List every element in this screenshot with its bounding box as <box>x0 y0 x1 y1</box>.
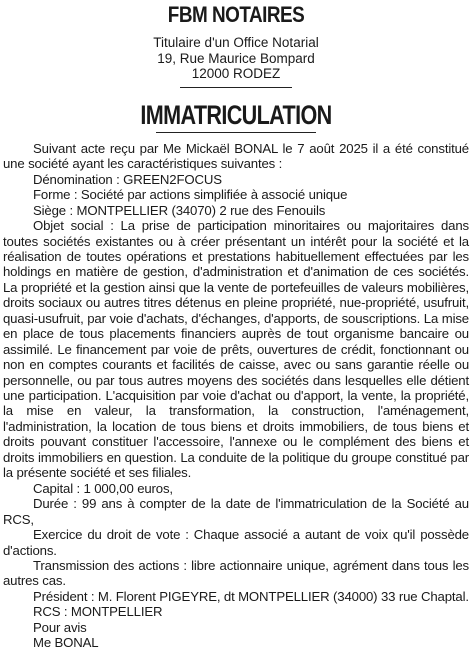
notice-body <box>3 141 469 651</box>
forme-line: Forme : Société par actions simplifiée à associé unique <box>33 187 348 203</box>
capital-line: Capital : 1 000,00 euros, <box>33 480 173 496</box>
rcs-line: RCS : MONTPELLIER <box>33 604 163 620</box>
notice-title: IMMATRICULATION <box>140 99 332 130</box>
firm-address <box>3 35 469 82</box>
objet-paragraph: Objet social : La prise de participation minoritaires ou majoritaires dans toutes sociétés existantes ou à créer présentant un intérêt pour la société et la réalisation de toutes opérations et prestations habituellement effectuées par les holdings en matière de gestion, d'administration et d'animation de ces sociétés. La propriété et la gestion ainsi que la vente de portefeuilles de valeurs mobilières, droits sociaux ou autres titres détenus en pleine propriété, nue-propriété, usufruit, quasi-usufruit, par voie d'achats, d'échanges, d'apports, de souscriptions. La mise en place de tous placements financiers auprès de tout organisme bancaire ou assimilé. Le financement par voie de prêts, ouvertures de crédit, fonctionnant ou non en comptes courants et facilités de caisse, avec ou sans garantie réelle ou personnelle, ou par tous autres moyens des sociétés dans lesquelles elle détient une participation. L'acquisition par voie d'achat ou d'apport, la vente, la propriété, la mise en valeur, la transformation, la construction, l'aménagement, l'administration, la location de tous biens et droits immobiliers, de tous biens et droits pouvant constituer l'accessoire, l'annexe ou le complément des biens et droits immobiliers en question. La conduite de la politique du groupe constitué par la présente société et ses filiales. <box>3 218 469 481</box>
notice-header <box>3 3 469 133</box>
president-line: Président : M. Florent PIGEYRE, dt MONTPELLIER (34000) 33 rue Chaptal. <box>33 588 469 604</box>
vote-line: Exercice du droit de vote : Chaque associé a autant de voix qu'il possède d'actions. <box>3 527 469 558</box>
address-line-street: 19, Rue Maurice Bompard <box>157 50 315 66</box>
address-line-office: Titulaire d'un Office Notarial <box>153 35 319 50</box>
firm-name: FBM NOTAIRES <box>167 2 305 27</box>
denomination-line: Dénomination : GREEN2FOCUS <box>33 171 222 187</box>
signature-line: Me BONAL <box>33 635 99 651</box>
header-divider <box>180 87 292 88</box>
legal-notice <box>3 0 469 651</box>
pour-avis-line: Pour avis <box>33 619 87 635</box>
siege-line: Siège : MONTPELLIER (34070) 2 rue des Fenouils <box>33 202 326 218</box>
transmission-paragraph: Transmission des actions : libre actionnaire unique, agrément dans tous les autres cas. <box>3 558 469 589</box>
intro-paragraph: Suivant acte reçu par Me Mickaël BONAL le 7 août 2025 il a été constitué une société ayant les caractéristiques suivantes : <box>3 140 469 172</box>
address-line-city: 12000 RODEZ <box>191 66 281 82</box>
title-divider <box>156 132 316 133</box>
duree-line: Durée : 99 ans à compter de la date de l'immatriculation de la Société au RCS, <box>3 496 469 527</box>
